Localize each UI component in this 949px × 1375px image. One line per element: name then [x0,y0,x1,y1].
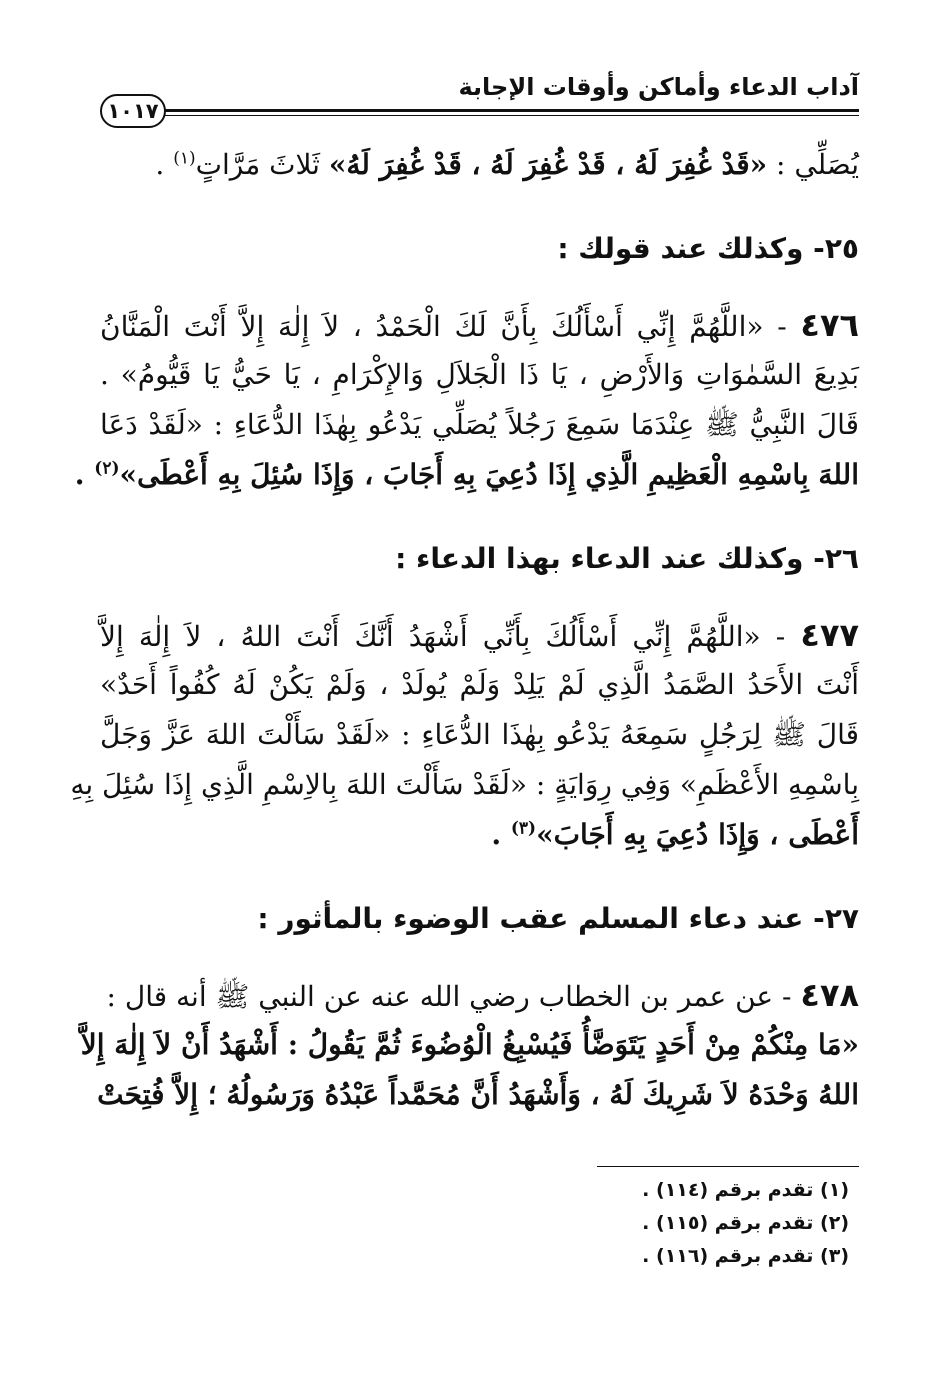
hadith-478 [80,970,859,1120]
hadith-478-line-2: «مَا مِنْكُمْ مِنْ أَحَدٍ يَتَوَضَّأُ فَيُسْبِغُ الْوُضُوءَ ثُمَّ يَقُولُ : أَشْهَدُ أَنْ لاَ إِلٰهَ إِلاَّ [80,1028,859,1061]
continuation-lead: يُصَلِّي : [767,148,859,181]
footnote-marker-3: (٣) [510,818,537,839]
header-rule-thick [162,109,859,112]
hadith-478-line-1 [100,970,859,1020]
hadith-476-line-3: قَالَ النَّبِيُّ ﷺ عِنْدَمَا سَمِعَ رَجُلاً يُصَلِّي يَدْعُو بِهٰذَا الدُّعَاءِ : «لَقَدْ دَعَا [100,408,859,441]
hadith-477-line-2: أَنْتَ الأَحَدُ الصَّمَدُ الَّذِي لَمْ يَلِدْ وَلَمْ يُولَدْ ، وَلَمْ يَكُنْ لَهُ كُفُواً أَحَدٌ» [100,668,859,701]
hadith-476-text-1: - «اللَّهُمَّ إِنِّي أَسْأَلُكَ بِأَنَّ لَكَ الْحَمْدُ ، لاَ إِلٰهَ إِلاَّ أَنْتَ الْمَنَّانُ [100,310,801,343]
hadith-476 [74,300,859,500]
page-body [70,140,859,1120]
continuation-tail: ثَلاثَ مَرَّاتٍ [195,148,329,181]
hadith-476-line-4 [74,450,859,500]
hadith-476-end: . [74,458,95,491]
hadith-477-number: ٤٧٧ [800,616,859,654]
running-header [100,70,859,126]
footnote-marker-1: (١) [173,148,196,169]
hadith-477-line-5 [100,810,859,860]
section-heading-25: ٢٥- وكذلك عند قولك : [557,232,859,265]
hadith-478-text-1: - عن عمر بن الخطاب رضي الله عنه عن النبي ﷺ أنه قال : [106,980,801,1013]
footnotes [642,1174,849,1273]
footnote-marker-2: (٢) [94,458,120,479]
hadith-478-number: ٤٧٨ [800,976,859,1014]
footnote-3: (٣) تقدم برقم (١١٦) . [642,1245,849,1267]
header-rule-thin [162,115,859,116]
section-heading-26: ٢٦- وكذلك عند الدعاء بهذا الدعاء : [395,542,859,575]
footnote-separator [597,1166,859,1167]
continuation-line [100,140,859,190]
footnote-1: (١) تقدم برقم (١١٤) . [642,1179,849,1201]
hadith-476-text-4: اللهَ بِاسْمِهِ الْعَظِيمِ الَّذِي إِذَا دُعِيَ بِهِ أَجَابَ ، وَإِذَا سُئِلَ بِهِ أَعْطَى» [119,458,859,491]
hadith-477-line-4: بِاسْمِهِ الأَعْظَمِ» وَفِي رِوَايَةٍ : «لَقَدْ سَأَلْتَ اللهَ بِالاِسْمِ الَّذِي إِذَا سُئِلَ بِهِ [70,768,859,801]
running-title: آداب الدعاء وأماكن وأوقات الإجابة [458,73,859,101]
hadith-476-number: ٤٧٦ [800,306,859,344]
hadith-476-line-1 [100,300,859,350]
hadith-477 [70,610,859,860]
continuation-end: . [155,148,174,181]
page-number: ١٠١٧ [100,94,166,128]
hadith-477-line-3: قَالَ ﷺ لِرَجُلٍ سَمِعَهُ يَدْعُو بِهٰذَا الدُّعَاءِ : «لَقَدْ سَأَلْتَ اللهَ عَزَّ وَجَلَّ [100,718,859,751]
hadith-477-text-5: أَعْطَى ، وَإِذَا دُعِيَ بِهِ أَجَابَ» [536,818,859,851]
section-heading-27: ٢٧- عند دعاء المسلم عقب الوضوء بالمأثور : [257,902,859,935]
hadith-478-line-3: اللهُ وَحْدَهُ لاَ شَرِيكَ لَهُ ، وَأَشْهَدُ أَنَّ مُحَمَّداً عَبْدُهُ وَرَسُولُهُ ؛ إِلاَّ فُتِحَتْ [97,1078,859,1111]
continuation-quote: «قَدْ غُفِرَ لَهُ ، قَدْ غُفِرَ لَهُ ، قَدْ غُفِرَ لَهُ» [328,148,768,181]
hadith-477-end: . [491,818,511,851]
hadith-477-line-1 [100,610,859,660]
hadith-476-line-2: بَدِيعَ السَّمٰوَاتِ وَالأَرْضِ ، يَا ذَا الْجَلاَلِ وَالإِكْرَامِ ، يَا حَيُّ يَا قَيُّومُ» . [100,358,859,391]
hadith-477-text-1: - «اللَّهُمَّ إِنِّي أَسْأَلُكَ بِأَنِّي أَشْهَدُ أَنَّكَ أَنْتَ اللهُ ، لاَ إِلٰهَ إِلاَّ [100,620,801,653]
footnote-2: (٢) تقدم برقم (١١٥) . [642,1212,849,1234]
